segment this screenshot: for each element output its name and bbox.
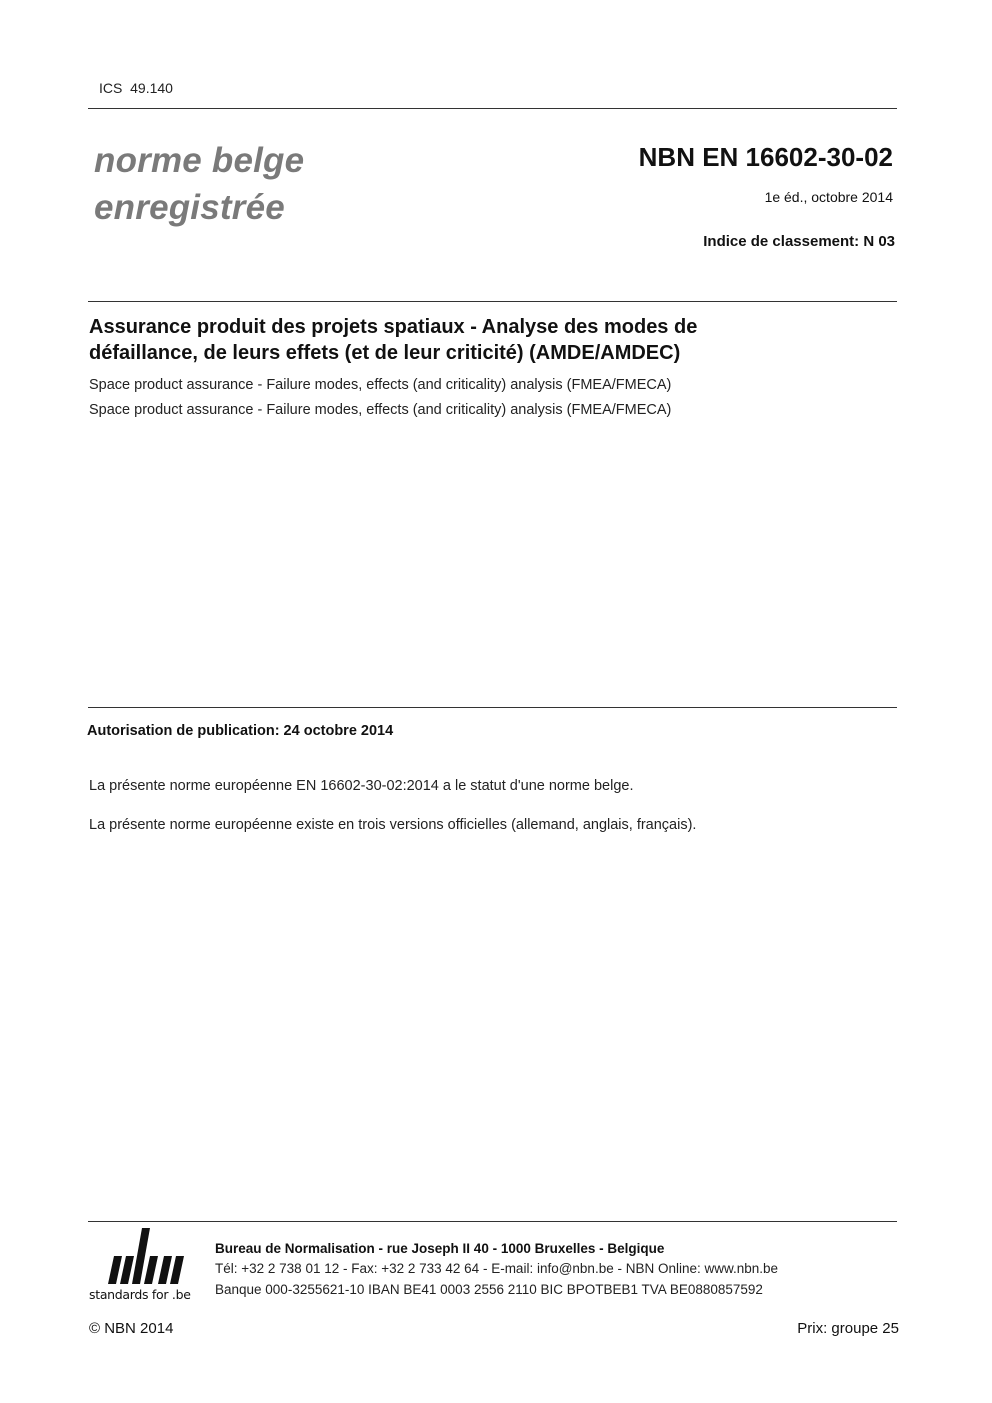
status-statement: La présente norme européenne EN 16602-30-02:2014 a le statut d'une norme belge.	[89, 778, 634, 794]
copyright-notice: © NBN 2014	[89, 1320, 174, 1337]
ics-code: ICS 49.140	[99, 80, 173, 96]
edition-date: 1e éd., octobre 2014	[764, 189, 893, 205]
footer-address: Bureau de Normalisation - rue Joseph II 40 - 1000 Bruxelles - Belgique	[215, 1241, 665, 1256]
title-top-rule	[88, 301, 897, 302]
norm-label-line1: norme belge	[94, 141, 305, 180]
english-title-1: Space product assurance - Failure modes, effects (and criticality) analysis (FMEA/FMECA)	[89, 377, 672, 393]
logo-tagline: standards for .be	[89, 1287, 191, 1302]
classification-index: Indice de classement: N 03	[703, 233, 895, 250]
publication-rule	[88, 707, 897, 708]
french-title-line2: défaillance, de leurs effets (et de leur criticité) (AMDE/AMDEC)	[89, 342, 681, 364]
nbn-logo	[88, 1228, 200, 1304]
footer-contact: Tél: +32 2 738 01 12 - Fax: +32 2 733 42 64 - E-mail: info@nbn.be - NBN Online: www.nbn.be	[215, 1261, 779, 1276]
footer-bank-details: Banque 000-3255621-10 IBAN BE41 0003 2556 2110 BIC BPOTBEB1 TVA BE0880857592	[215, 1282, 763, 1297]
header-rule	[88, 108, 897, 109]
norm-label-line2: enregistrée	[94, 188, 285, 227]
publication-authorization: Autorisation de publication: 24 octobre 2014	[87, 723, 394, 739]
standard-number: NBN EN 16602-30-02	[638, 142, 893, 172]
english-title-2: Space product assurance - Failure modes, effects (and criticality) analysis (FMEA/FMECA)	[89, 402, 672, 418]
versions-statement: La présente norme européenne existe en trois versions officielles (allemand, anglais, français).	[89, 817, 697, 833]
nbn-logo-mark	[102, 1228, 186, 1284]
footer-rule	[88, 1221, 897, 1222]
price-group: Prix: groupe 25	[797, 1320, 899, 1337]
french-title-line1: Assurance produit des projets spatiaux - Analyse des modes de	[89, 316, 698, 338]
